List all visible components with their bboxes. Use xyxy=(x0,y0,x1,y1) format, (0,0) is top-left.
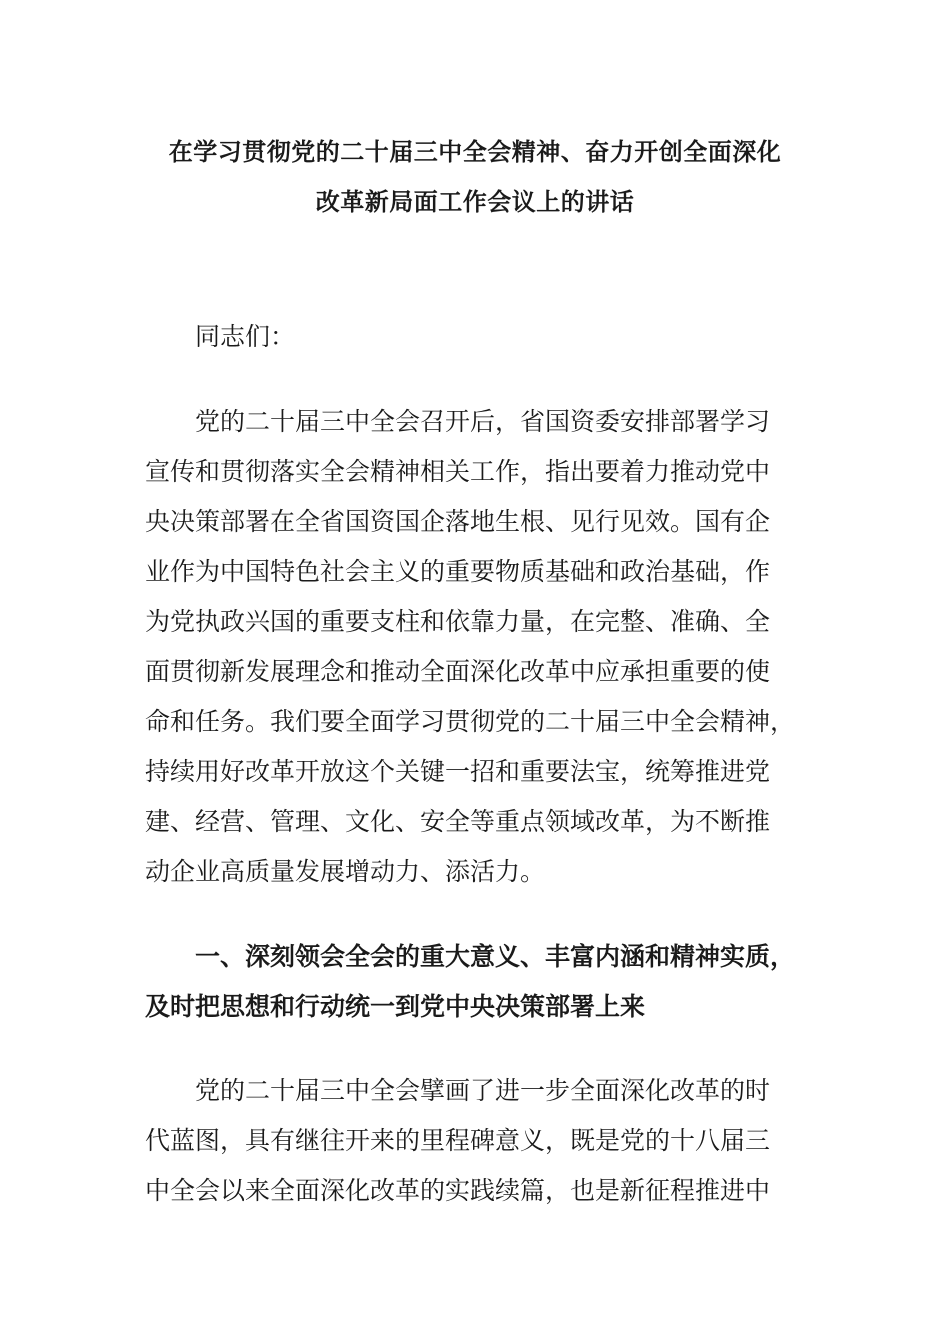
paragraph-line: 面贯彻新发展理念和推动全面深化改革中应承担重要的使 xyxy=(145,657,771,686)
heading-line: 及时把思想和行动统一到党中央决策部署上来 xyxy=(145,992,646,1021)
document-title xyxy=(100,127,850,227)
paragraph-line: 央决策部署在全省国资国企落地生根、见行见效。国有企 xyxy=(145,507,771,536)
paragraph-line: 建、经营、管理、文化、安全等重点领域改革，为不断推 xyxy=(145,807,771,836)
section-heading-1 xyxy=(145,932,815,1032)
title-line-2: 改革新局面工作会议上的讲话 xyxy=(315,188,635,216)
paragraph-line: 党的二十届三中全会擘画了进一步全面深化改革的时 xyxy=(195,1076,771,1105)
heading-line: 一、深刻领会全会的重大意义、丰富内涵和精神实质， xyxy=(195,942,796,971)
paragraph-line: 动企业高质量发展增动力、添活力。 xyxy=(145,857,546,886)
greeting: 同志们： xyxy=(195,322,296,351)
paragraph-line: 命和任务。我们要全面学习贯彻党的二十届三中全会精神， xyxy=(145,707,796,736)
paragraph-2 xyxy=(145,1066,805,1216)
paragraph-line: 持续用好改革开放这个关键一招和重要法宝，统筹推进党 xyxy=(145,757,771,786)
paragraph-line: 为党执政兴国的重要支柱和依靠力量，在完整、准确、全 xyxy=(145,607,771,636)
paragraph-1 xyxy=(145,397,805,897)
title-line-1: 在学习贯彻党的二十届三中全会精神、奋力开创全面深化 xyxy=(168,138,782,166)
paragraph-line: 业作为中国特色社会主义的重要物质基础和政治基础，作 xyxy=(145,557,771,586)
paragraph-line: 党的二十届三中全会召开后，省国资委安排部署学习 xyxy=(195,407,771,436)
paragraph-line: 宣传和贯彻落实全会精神相关工作，指出要着力推动党中 xyxy=(145,457,771,486)
paragraph-line: 代蓝图，具有继往开来的里程碑意义，既是党的十八届三 xyxy=(145,1126,771,1155)
paragraph-line: 中全会以来全面深化改革的实践续篇，也是新征程推进中 xyxy=(145,1176,771,1205)
